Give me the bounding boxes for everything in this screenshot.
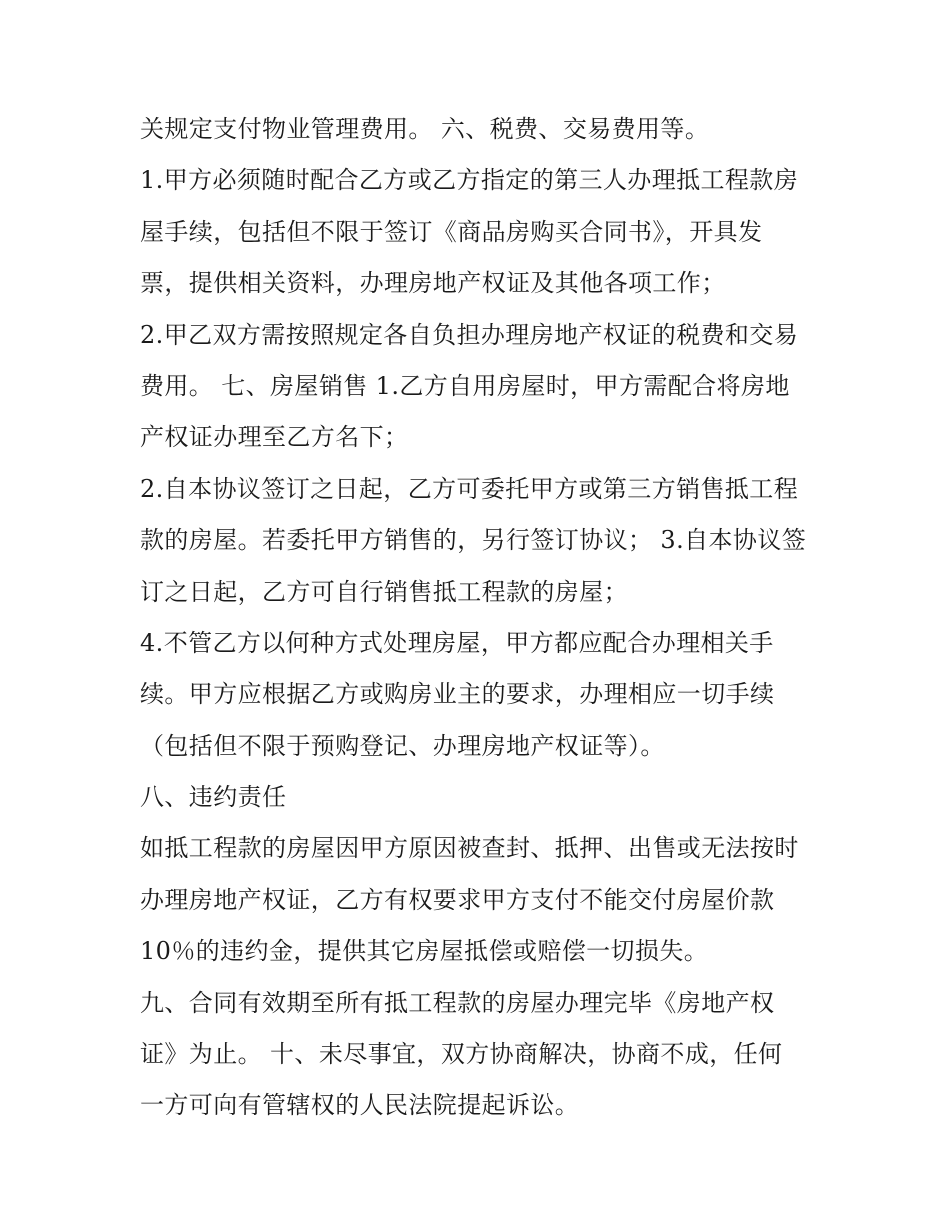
text-line: 一方可向有管辖权的人民法院提起诉讼。 <box>140 1091 580 1120</box>
text-line: 证》为止。 十、未尽事宜，双方协商解决，协商不成，任何 <box>140 1040 783 1069</box>
text-line: 款的房屋。若委托甲方销售的，另行签订协议； 3.自本协议签 <box>140 526 807 555</box>
text-line: 费用。 七、房屋销售 1.乙方自用房屋时，甲方需配合将房地 <box>140 371 790 400</box>
text-line: 2.自本协议签订之日起，乙方可委托甲方或第三方销售抵工程 <box>140 474 799 503</box>
text-line: 续。甲方应根据乙方或购房业主的要求，办理相应一切手续 <box>140 680 775 709</box>
section-heading: 八、违约责任 <box>140 783 287 812</box>
text-line: 九、合同有效期至所有抵工程款的房屋办理完毕《房地产权 <box>140 988 775 1017</box>
text-line: 票，提供相关资料，办理房地产权证及其他各项工作； <box>140 269 726 298</box>
document-body <box>140 104 820 1132</box>
text-line: 订之日起，乙方可自行销售抵工程款的房屋； <box>140 577 628 606</box>
text-line: 关规定支付物业管理费用。 六、税费、交易费用等。 <box>140 115 710 143</box>
text-line: 1.甲方必须随时配合乙方或乙方指定的第三人办理抵工程款房 <box>140 166 799 195</box>
text-line: 10％的违约金，提供其它房屋抵偿或赔偿一切损失。 <box>140 937 709 966</box>
text-line: 4.不管乙方以何种方式处理房屋，甲方都应配合办理相关手 <box>140 628 774 657</box>
text-line: 2.甲乙双方需按照规定各自负担办理房地产权证的税费和交易 <box>140 320 799 349</box>
text-line: 屋手续，包括但不限于签订《商品房购买合同书》，开具发 <box>140 217 763 246</box>
text-line: （包括但不限于预购登记、办理房地产权证等）。 <box>140 731 665 760</box>
text-line: 办理房地产权证，乙方有权要求甲方支付不能交付房屋价款 <box>140 885 775 914</box>
text-line: 如抵工程款的房屋因甲方原因被查封、抵押、出售或无法按时 <box>140 834 799 863</box>
text-line: 产权证办理至乙方名下； <box>140 423 409 452</box>
